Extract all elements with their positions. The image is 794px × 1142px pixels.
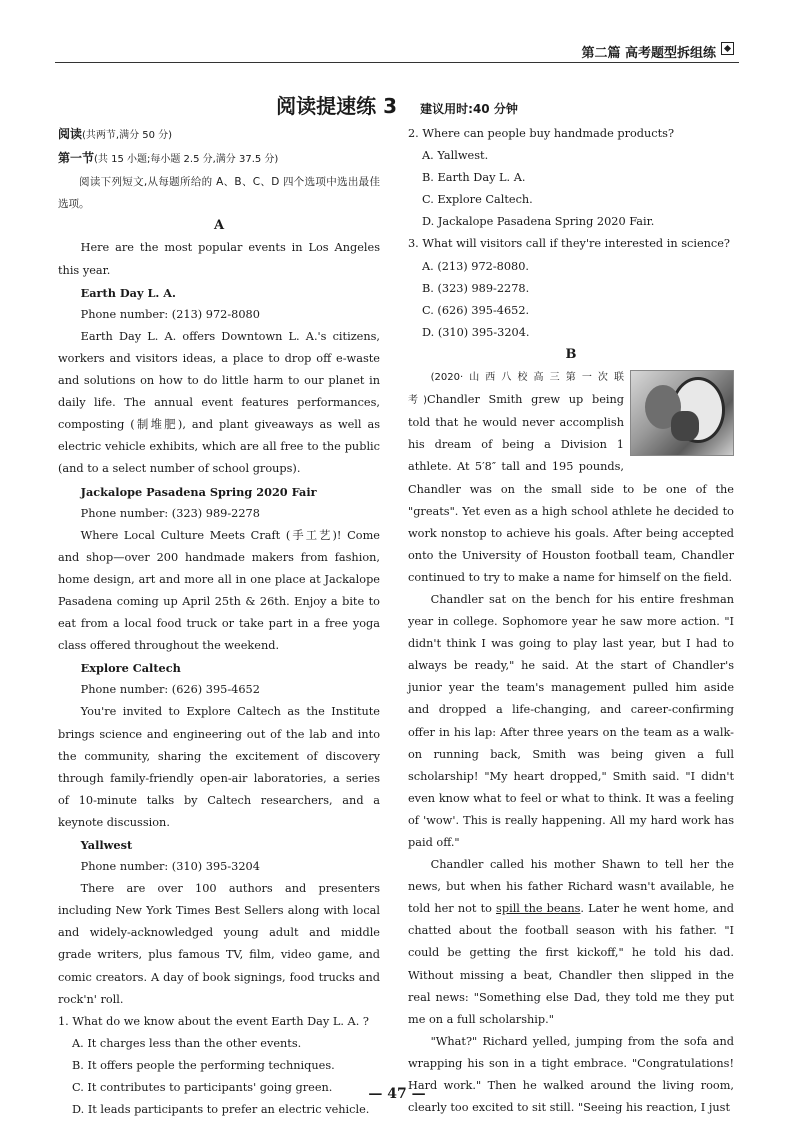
event-phone: Phone number: (213) 972-8080 (80, 307, 260, 321)
question-option: A. Yallwest. (422, 149, 489, 163)
reading-heading: 阅读(共两节,满分 50 分) (58, 127, 173, 141)
passage-a-intro: Here are the most popular events in Los Angeles this year. (58, 241, 380, 277)
event-name: Yallwest (80, 838, 133, 852)
page-title: 阅读提速练 3 (276, 94, 398, 118)
header-divider (55, 62, 739, 63)
event-description: Where Local Culture Meets Craft (手工艺)! Come and shop—over 200 handmade makers from fashion, home design, art and more all in one place at Jackalope Pasadena coming up April 25th & 26th. Enjoy a bite to eat from a local food truck or take part in a free yoga class offered throughout the weekend. (58, 528, 380, 653)
question-option: B. It offers people the performing techniques. (72, 1058, 335, 1072)
event-phone: Phone number: (310) 395-3204 (80, 860, 260, 874)
question-option: B. Earth Day L. A. (422, 171, 526, 185)
question-option: D. Jackalope Pasadena Spring 2020 Fair. (422, 215, 655, 229)
player-hand-shape (671, 411, 699, 441)
passage-b-paragraph: "What?" Richard yelled, jumping from the sofa and wrapping his son in a tight embrace. "Congratulations! Hard work." Then he walked around the living room, clearly too excited to sit still. "Seeing his reaction, I just (408, 1034, 734, 1115)
section-marker-icon (721, 42, 734, 55)
passage-source: (2020·山西八校高三第一次联考) (408, 372, 624, 407)
section1-heading: 第一节(共 15 小题;每小题 2.5 分,满分 37.5 分) (58, 151, 279, 166)
event-description: Earth Day L. A. offers Downtown L. A.'s citizens, workers and visitors ideas, a place to drop off e-waste and solutions on how to do little harm to our planet in daily life. The annual event features performances, composting (制堆肥), and plant giveaways as well as electric vehicle exhibits, which are all free to the public (and to a select number of school groups). (58, 329, 380, 476)
suggested-time: 建议用时:40 分钟 (420, 102, 518, 116)
event-phone: Phone number: (626) 395-4652 (80, 683, 260, 697)
section-header: 第二篇 高考题型拆组练 (581, 46, 716, 61)
question-option: C. (626) 395-4652. (422, 303, 530, 317)
passage-b-letter: B (565, 346, 577, 362)
event-name: Earth Day L. A. (80, 285, 176, 300)
question-stem: 2. Where can people buy handmade products? (408, 127, 675, 140)
football-player-photo (630, 370, 734, 456)
passage-a-letter: A (213, 218, 225, 234)
passage-b-paragraph: (2020·山西八校高三第一次联考)Chandler Smith grew up being told that he would never accomplish his dream of being a Division 1 athlete. At 5′8″ tall and 195 pounds, Chandler was on the small side to be one of the "greats". Yet even as a high school athlete he decided to work nonstop to achieve his goals. After being accepted onto the University of Houston football team, Chandler continued to try to make a name for himself on the field. (408, 372, 734, 584)
underlined-phrase: spill the beans (496, 902, 581, 916)
title-block (0, 90, 794, 119)
question-option: A. (213) 972-8080. (422, 259, 530, 273)
question-stem: 1. What do we know about the event Earth Day L. A. ? (58, 1014, 369, 1028)
question-option: D. It leads participants to prefer an electric vehicle. (72, 1103, 370, 1117)
page-number: — 47 — (368, 1086, 426, 1102)
instructions: 阅读下列短文,从每题所给的 A、B、C、D 四个选项中选出最佳选项。 (58, 176, 380, 211)
event-phone: Phone number: (323) 989-2278 (80, 506, 260, 520)
question-stem: 3. What will visitors call if they're interested in science? (408, 237, 730, 251)
question-option: C. Explore Caltech. (422, 193, 533, 207)
question-option: B. (323) 989-2278. (422, 281, 530, 295)
passage-b-paragraph: Chandler sat on the bench for his entire freshman year in college. Sophomore year he saw more action. "I didn't think I was going to play last year, but I had to always be ready," he said. At the start of Chandler's junior year the team's management pulled him aside and dropped a life-changing, and career-confirming offer in his lap: After three years on the team as a walk-on running back, Smith was being given a full scholarship! "My heart dropped," Smith said. "I didn't even know what to feel or what to think. It was a feeling of 'wow'. This is really happening. All my hard work has paid off." (408, 592, 734, 849)
event-description: There are over 100 authors and presenters including New York Times Best Sellers along with local and widely-acknowledged young adult and middle grade writers, plus famous TV, film, video game, and comic creators. A day of book signings, food trucks and rock'n' roll. (58, 882, 380, 1006)
event-name: Jackalope Pasadena Spring 2020 Fair (80, 484, 317, 499)
left-column (58, 123, 380, 1121)
event-name: Explore Caltech (80, 661, 181, 676)
question-option: D. (310) 395-3204. (422, 325, 530, 339)
right-column (408, 123, 734, 1119)
question-option: A. It charges less than the other events. (72, 1036, 302, 1050)
event-description: You're invited to Explore Caltech as the Institute brings science and engineering out of the lab and into the community, sharing the excitement of discovery through family-friendly open-air laboratories, a series of 10-minute talks by Caltech researchers, and a keynote discussion. (58, 705, 380, 829)
passage-b-paragraph: Chandler called his mother Shawn to tell her the news, but when his father Richard wasn't available, he told her not to spill the beans. Later he went home, and chatted about the football season with his father. "I could be getting the first kickoff," he told his dad. Without missing a beat, Chandler then slipped in the real news: "Something else Dad, they told me they put me on a full scholarship." (408, 858, 734, 1026)
question-option: C. It contributes to participants' going green. (72, 1081, 333, 1095)
